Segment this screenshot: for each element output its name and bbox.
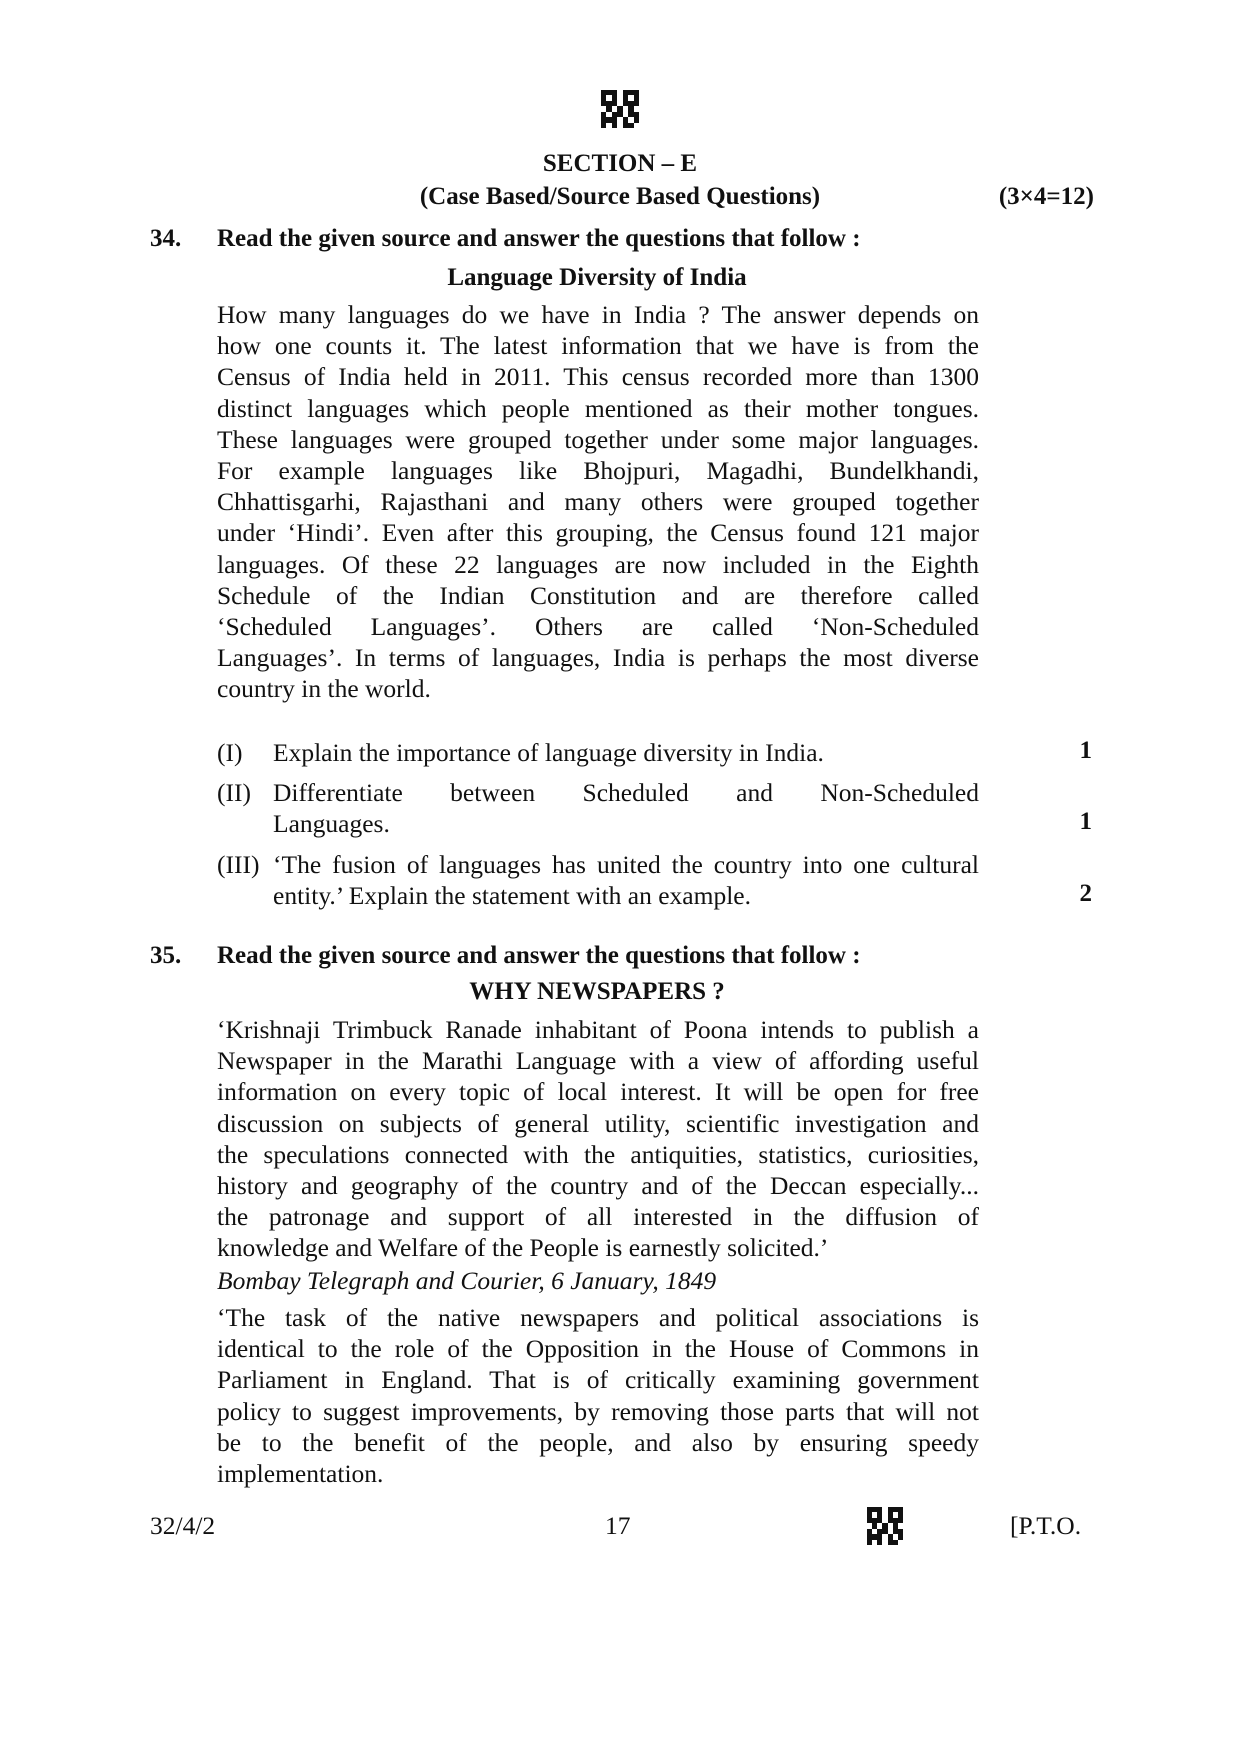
sub-question-label: (II) [217,778,251,807]
question-number: 35. [150,942,182,969]
passage-line: Languages’. In terms of languages, India is perhaps the most diverse [217,643,979,673]
sub-question [217,777,1097,849]
section-marks: (3×4=12) [998,183,1094,210]
marks: 1 [1079,808,1092,835]
passage-line: These languages were grouped together under some major languages. [217,424,979,454]
passage-line: Schedule of the Indian Constitution and are therefore called [217,580,979,610]
section-title: SECTION – E [542,150,698,177]
qr-code-icon [867,1507,903,1545]
passage-line: ‘Scheduled Languages’. Others are called ‘Non-Scheduled [217,612,979,642]
qr-code-icon [601,90,639,128]
sub-question [217,849,1097,921]
sub-question-text: Differentiate between Scheduled and Non-Scheduled [273,778,979,807]
passage-line: Parliament in England. That is of critically examining government [217,1365,979,1395]
passage-line: under ‘Hindi’. Even after this grouping, the Census found 121 major [217,518,979,548]
passage-line: languages. Of these 22 languages are now included in the Eighth [217,549,979,579]
passage-line: ‘Krishnaji Trimbuck Ranade inhabitant of Poona intends to publish a [217,1015,979,1044]
passage-line: discussion on subjects of general utility, scientific investigation and [217,1108,979,1138]
source-title: WHY NEWSPAPERS ? [469,978,725,1005]
paper-code: 32/4/2 [150,1511,216,1540]
passage-line: How many languages do we have in India ? The answer depends on [217,300,979,329]
question-instruction: Read the given source and answer the questions that follow : [217,942,861,969]
sub-question-text: entity.’ Explain the statement with an example. [273,881,751,910]
passage-line: policy to suggest improvements, by removing those parts that will not [217,1396,979,1426]
sub-question-list [217,737,1097,921]
source-passage [217,1014,979,1264]
sub-question-text: Explain the importance of language diversity in India. [273,738,824,767]
sub-question-text: ‘The fusion of languages has united the country into one cultural [273,850,979,879]
passage-line: information on every topic of local interest. It will be open for free [217,1077,979,1107]
marks: 2 [1079,880,1092,907]
passage-line: Census of India held in 2011. This census recorded more than 1300 [217,362,979,392]
sub-question [217,737,1097,777]
source-title: Language Diversity of India [447,264,747,291]
source-citation: Bombay Telegraph and Courier, 6 January, 1849 [217,1266,717,1295]
sub-question-label: (III) [217,850,260,879]
marks: 1 [1079,737,1092,764]
source-passage [217,1302,979,1489]
passage-line: Chhattisgarhi, Rajasthani and many others were grouped together [217,487,979,517]
page-number: 17 [605,1511,631,1540]
passage-line: history and geography of the country and of the Deccan especially... [217,1171,979,1201]
passage-line: For example languages like Bhojpuri, Magadhi, Bundelkhandi, [217,456,979,486]
passage-line: how one counts it. The latest information that we have is from the [217,331,979,361]
question-instruction: Read the given source and answer the questions that follow : [217,225,861,252]
passage-line: country in the world. [217,674,431,704]
question-number: 34. [150,225,182,252]
passage-line: the patronage and support of all interested in the diffusion of [217,1202,979,1232]
source-passage [217,299,979,705]
passage-line: ‘The task of the native newspapers and political associations is [217,1303,979,1332]
sub-question-label: (I) [217,738,243,767]
passage-line: knowledge and Welfare of the People is earnestly solicited.’ [217,1233,829,1263]
passage-line: the speculations connected with the antiquities, statistics, curiosities, [217,1139,979,1169]
sub-question-text: Languages. [273,809,390,838]
section-subtitle: (Case Based/Source Based Questions) [419,183,821,210]
passage-line: implementation. [217,1459,384,1489]
passage-line: be to the benefit of the people, and also by ensuring speedy [217,1427,979,1457]
passage-line: distinct languages which people mentioned as their mother tongues. [217,393,979,423]
passage-line: Newspaper in the Marathi Language with a view of affording useful [217,1046,979,1076]
passage-line: identical to the role of the Opposition in the House of Commons in [217,1334,979,1364]
pto-label: [P.T.O. [1010,1511,1082,1540]
